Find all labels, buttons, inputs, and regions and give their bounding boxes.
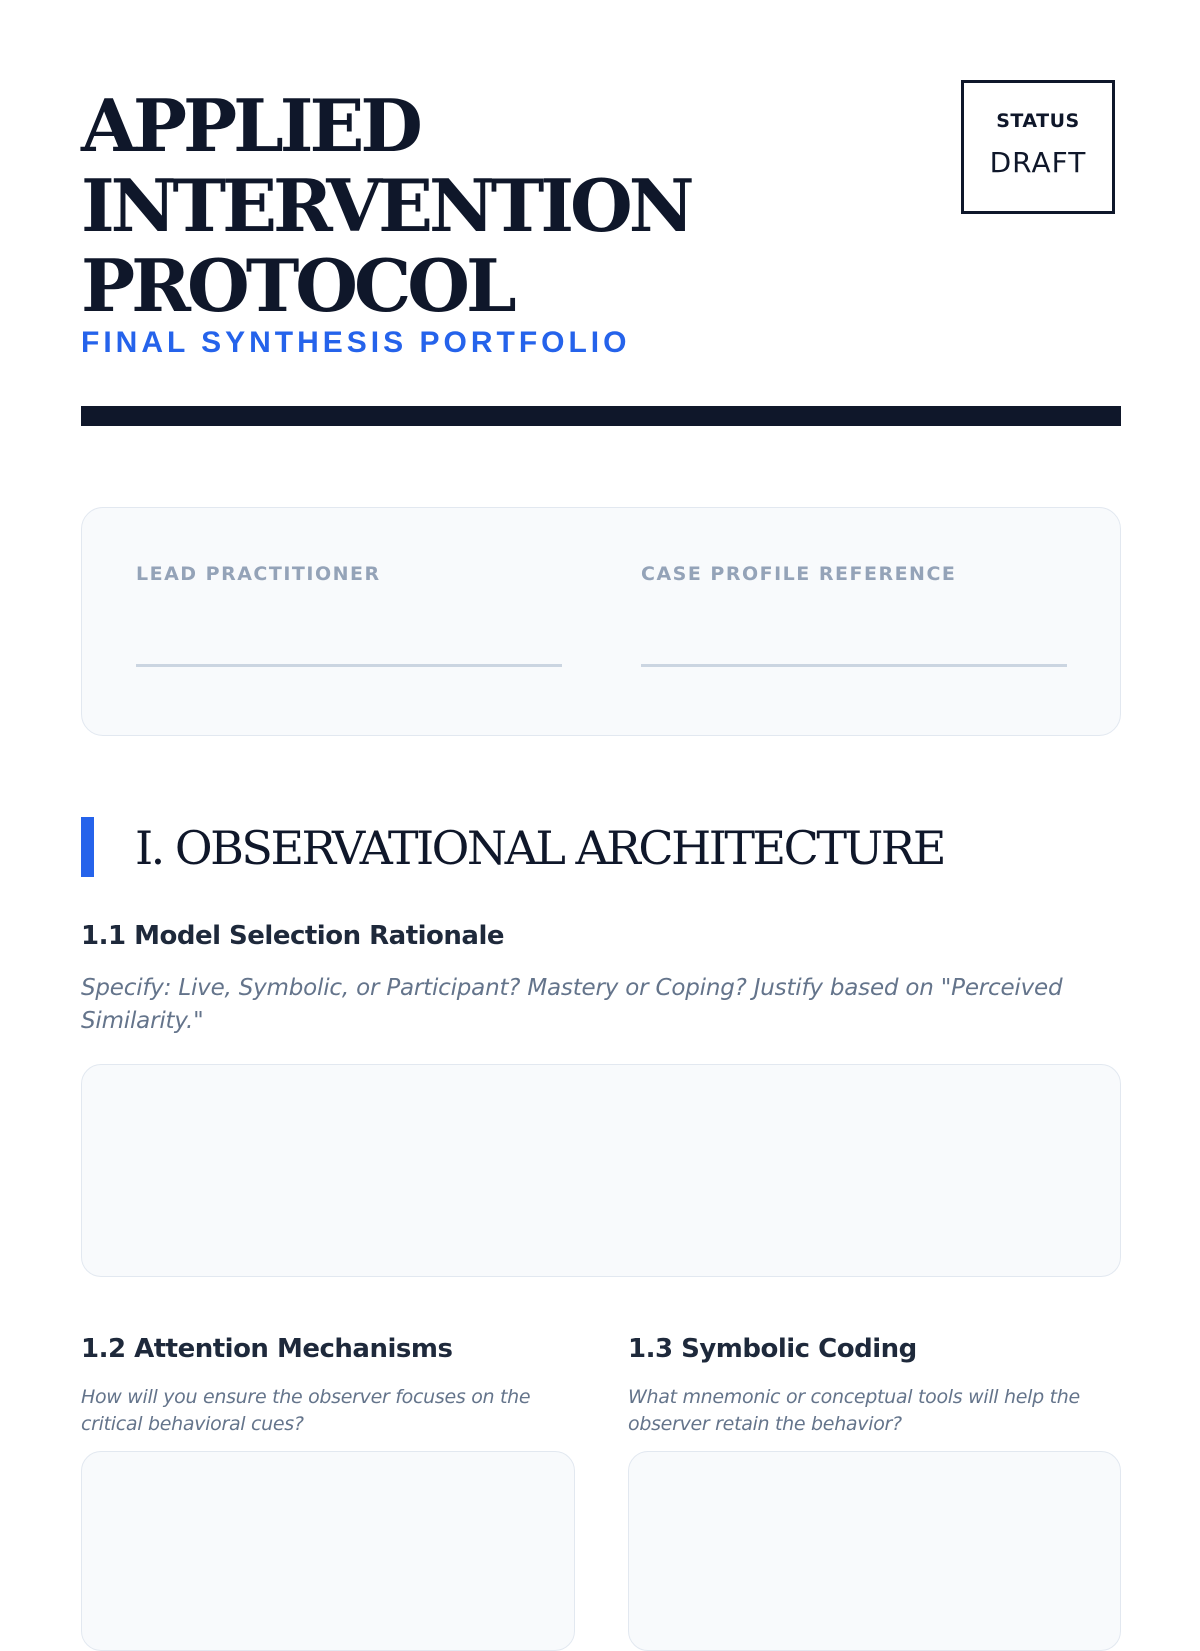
header-divider xyxy=(81,406,1121,426)
document-title xyxy=(81,83,841,328)
question-title-attention-mechanisms: 1.2 Attention Mechanisms xyxy=(81,1334,453,1364)
title-line-1: APPLIED xyxy=(81,83,419,168)
model-selection-answer[interactable] xyxy=(81,1064,1121,1277)
status-badge xyxy=(961,80,1115,214)
lead-practitioner-input[interactable] xyxy=(136,627,562,667)
title-line-2: INTERVENTION xyxy=(81,163,691,248)
question-prompt-model-selection: Specify: Live, Symbolic, or Participant? Mastery or Coping? Justify based on "Perceived Similarity." xyxy=(81,975,1063,1034)
question-prompt-attention-mechanisms: How will you ensure the observer focuses on the critical behavioral cues? xyxy=(81,1386,531,1435)
question-prompt-symbolic-coding: What mnemonic or conceptual tools will help the observer retain the behavior? xyxy=(628,1386,1080,1435)
section-accent-bar xyxy=(81,817,94,877)
lead-practitioner-field xyxy=(136,563,562,667)
case-meta-card xyxy=(81,507,1121,736)
case-profile-reference-input[interactable] xyxy=(641,627,1067,667)
protocol-page xyxy=(81,0,1121,1600)
title-line-3: PROTOCOL xyxy=(81,243,513,328)
case-profile-reference-field xyxy=(641,563,1067,667)
document-subtitle: FINAL SYNTHESIS PORTFOLIO xyxy=(81,326,631,359)
question-title-symbolic-coding: 1.3 Symbolic Coding xyxy=(628,1334,917,1364)
status-label: STATUS xyxy=(996,110,1080,132)
section-title: I. OBSERVATIONAL ARCHITECTURE xyxy=(135,821,944,875)
lead-practitioner-label: LEAD PRACTITIONER xyxy=(136,563,381,585)
status-value: DRAFT xyxy=(989,146,1087,179)
case-profile-reference-label: CASE PROFILE REFERENCE xyxy=(641,563,957,585)
attention-mechanisms-answer[interactable] xyxy=(81,1451,575,1651)
question-title-model-selection: 1.1 Model Selection Rationale xyxy=(81,921,505,951)
symbolic-coding-answer[interactable] xyxy=(628,1451,1121,1651)
